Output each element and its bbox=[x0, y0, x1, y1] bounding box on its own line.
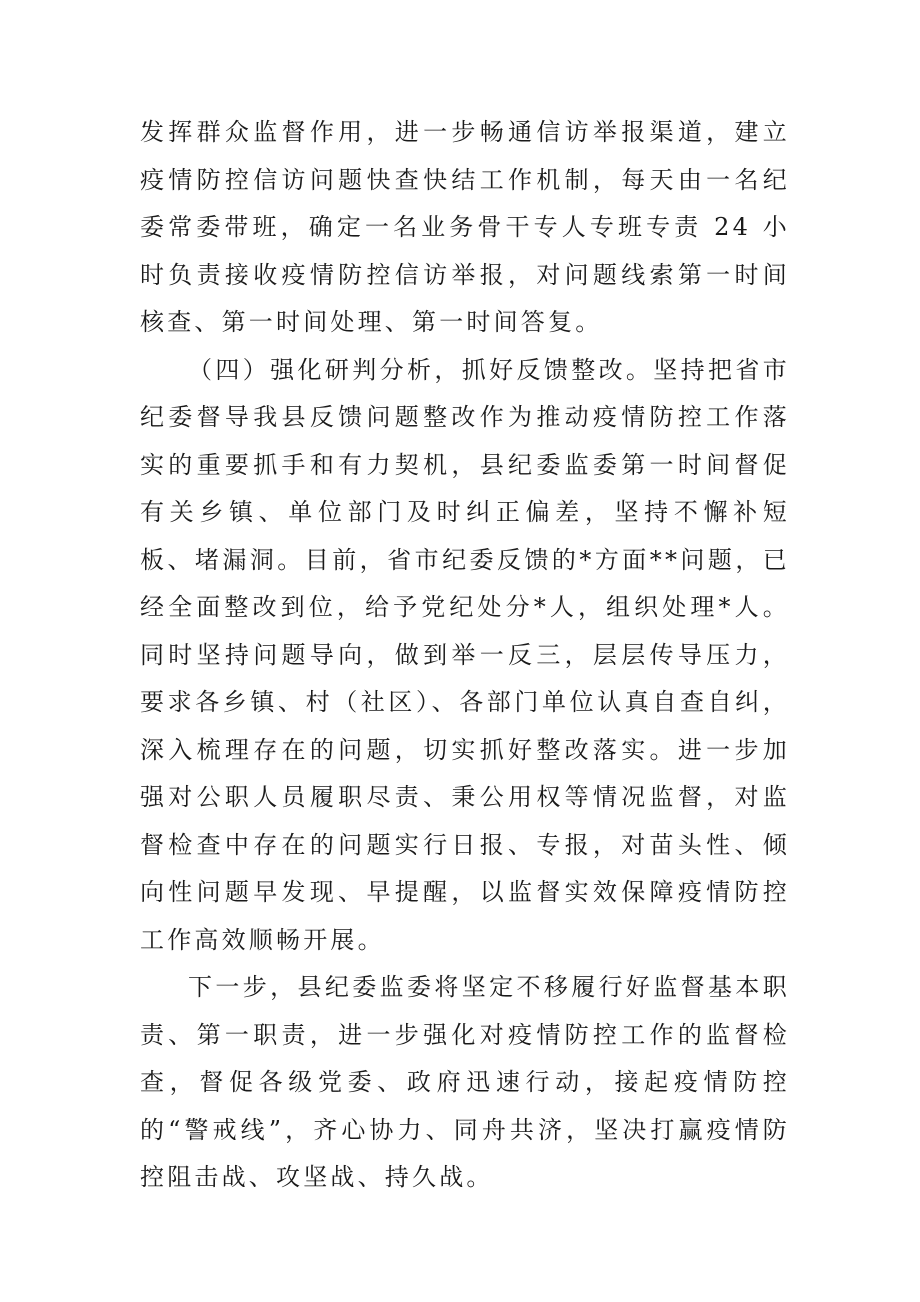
paragraph-next-step: 下一步，县纪委监委将坚定不移履行好监督基本职责、第一职责，进一步强化对疫情防控工作的监督检查，督促各级党委、政府迅速行动，接起疫情防控的“警戒线”，齐心协力、同舟共济，坚决打赢疫情防控阻击战、攻坚战、持久战。 bbox=[140, 973, 790, 1191]
paragraph-section-four: （四）强化研判分析，抓好反馈整改。坚持把省市纪委督导我县反馈问题整改作为推动疫情防控工作落实的重要抓手和有力契机，县纪委监委第一时间督促有关乡镇、单位部门及时纠正偏差，坚持不懈补短板、堵漏洞。目前，省市纪委反馈的*方面**问题，已经全面整改到位，给予党纪处分*人，组织处理*人。同时坚持问题导向，做到举一反三，层层传导压力，要求各乡镇、村（社区）、各部门单位认真自查自纠，深入梳理存在的问题，切实抓好整改落实。进一步加强对公职人员履职尽责、秉公用权等情况监督，对监督检查中存在的问题实行日报、专报，对苗头性、倾向性问题早发现、早提醒，以监督实效保障疫情防控工作高效顺畅开展。 bbox=[140, 355, 790, 954]
document-body bbox=[140, 109, 790, 1202]
paragraph-continuation: 发挥群众监督作用，进一步畅通信访举报渠道，建立疫情防控信访问题快查快结工作机制，每天由一名纪委常委带班，确定一名业务骨干专人专班专责 24 小时负责接收疫情防控信访举报，对问题线索第一时间核查、第一时间处理、第一时间答复。 bbox=[140, 118, 790, 336]
